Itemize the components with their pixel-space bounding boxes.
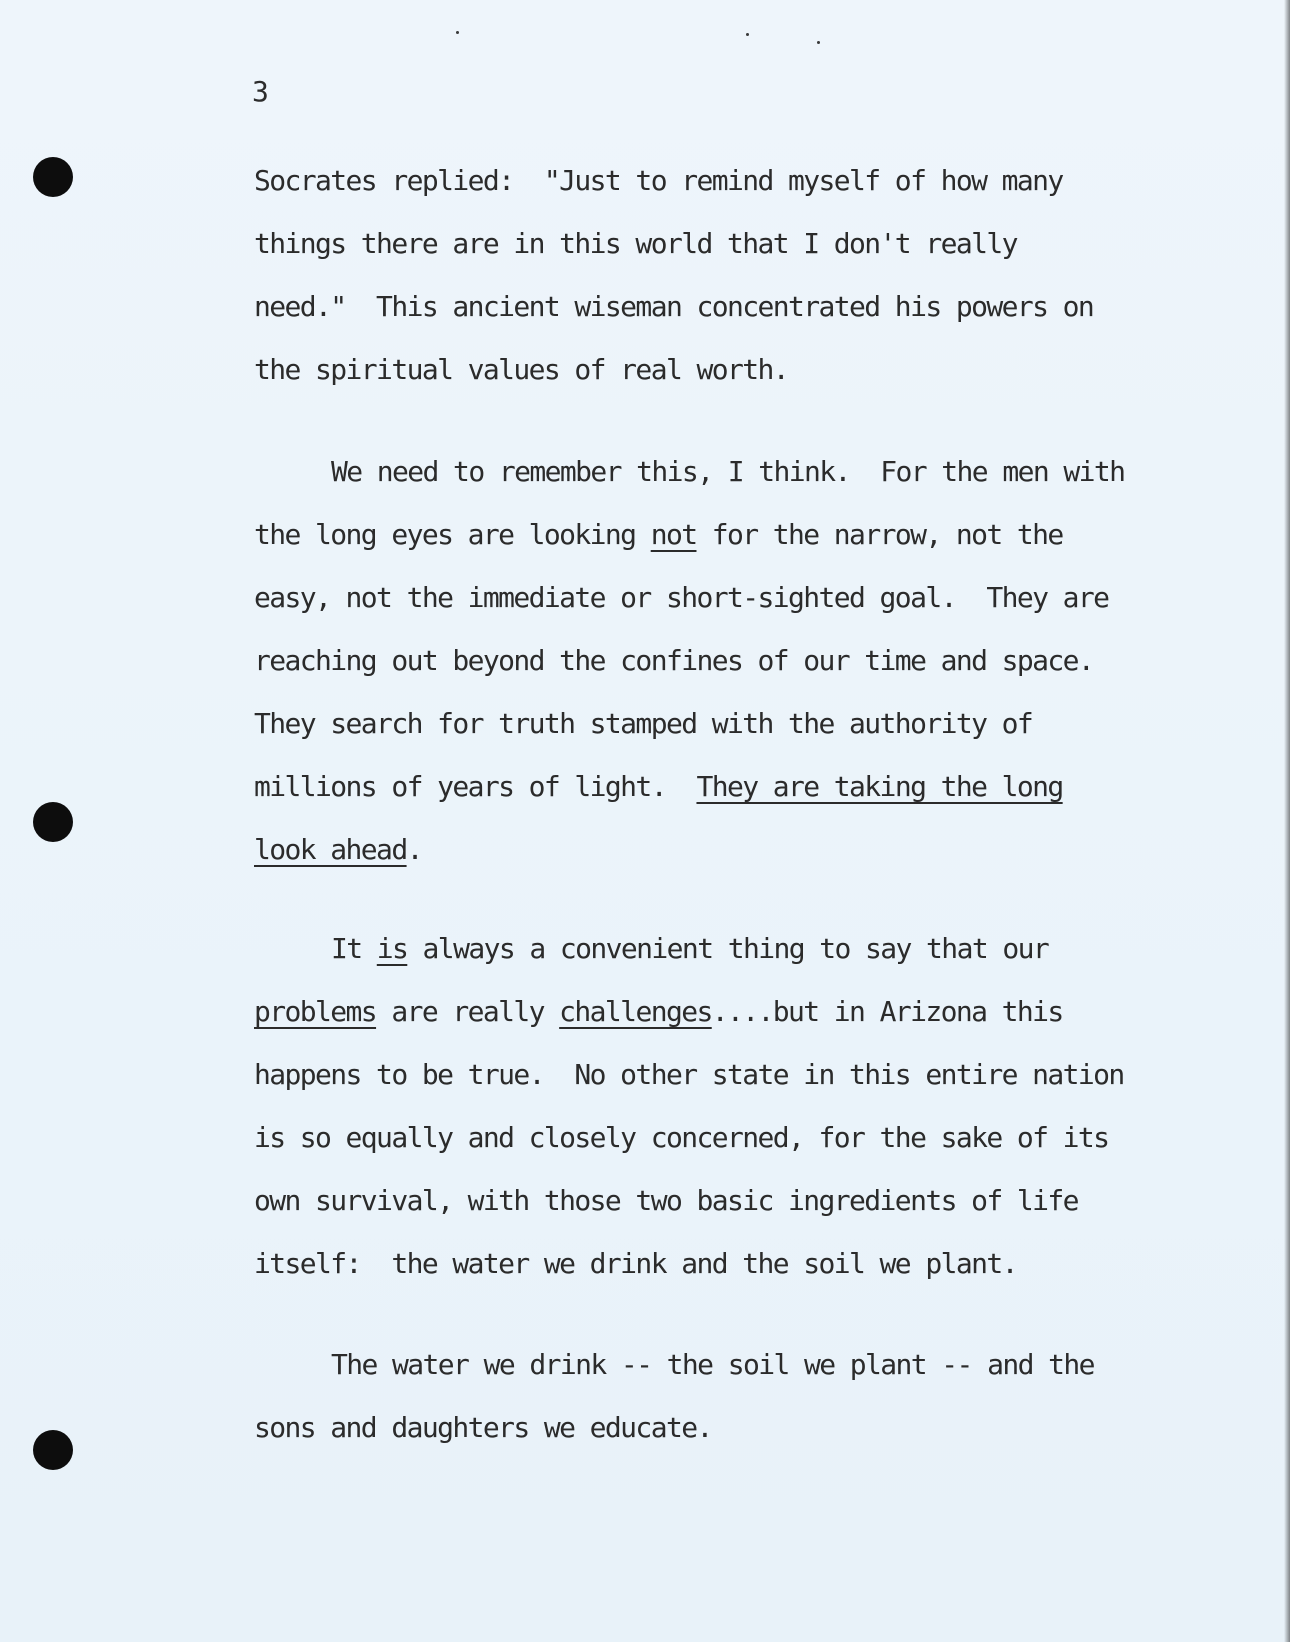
binder-hole-middle <box>33 802 73 842</box>
text-line: easy, not the immediate or short-sighted goal. They are <box>254 581 1109 614</box>
text-line <box>254 767 1063 807</box>
text-line: the spiritual values of real worth. <box>254 353 789 386</box>
scan-speck <box>456 31 459 34</box>
underlined-phrase: look ahead <box>254 833 407 866</box>
text-line <box>254 515 1063 555</box>
text-run: the long eyes are looking <box>254 518 651 551</box>
page-number: 3 <box>252 75 269 108</box>
page-edge-shadow <box>1284 0 1290 1642</box>
text-line: Socrates replied: "Just to remind myself of how many <box>254 164 1063 197</box>
underlined-word: not <box>650 518 697 551</box>
underlined-word: challenges <box>559 995 712 1028</box>
text-run: . <box>406 833 422 866</box>
text-line: The water we drink -- the soil we plant -- and the <box>331 1348 1094 1381</box>
scan-speck <box>746 33 749 36</box>
scan-speck <box>817 41 820 44</box>
text-line <box>254 830 422 870</box>
text-run: It <box>331 932 377 965</box>
text-line: happens to be true. No other state in this entire nation <box>254 1058 1124 1091</box>
text-line: own survival, with those two basic ingredients of life <box>254 1184 1078 1217</box>
text-run: are really <box>376 995 560 1028</box>
text-line <box>331 929 1048 969</box>
text-line: is so equally and closely concerned, for the sake of its <box>254 1121 1109 1154</box>
text-line: itself: the water we drink and the soil we plant. <box>254 1247 1017 1280</box>
underlined-word: problems <box>254 995 377 1028</box>
underlined-phrase: They are taking the long <box>696 770 1063 803</box>
binder-hole-top <box>33 157 73 197</box>
text-line: We need to remember this, I think. For the men with <box>331 455 1125 488</box>
text-line: sons and daughters we educate. <box>254 1411 712 1444</box>
text-line <box>254 992 1063 1032</box>
text-line: things there are in this world that I don't really <box>254 227 1017 260</box>
binder-hole-bottom <box>33 1430 73 1470</box>
text-run: for the narrow, not the <box>696 518 1063 551</box>
text-line: need." This ancient wiseman concentrated his powers on <box>254 290 1094 323</box>
text-line: reaching out beyond the confines of our time and space. <box>254 644 1094 677</box>
text-run: millions of years of light. <box>254 770 697 803</box>
underlined-word: is <box>376 932 408 965</box>
text-line: They search for truth stamped with the authority of <box>254 707 1033 740</box>
text-run: always a convenient thing to say that our <box>407 932 1049 965</box>
text-run: ....but in Arizona this <box>711 995 1063 1028</box>
